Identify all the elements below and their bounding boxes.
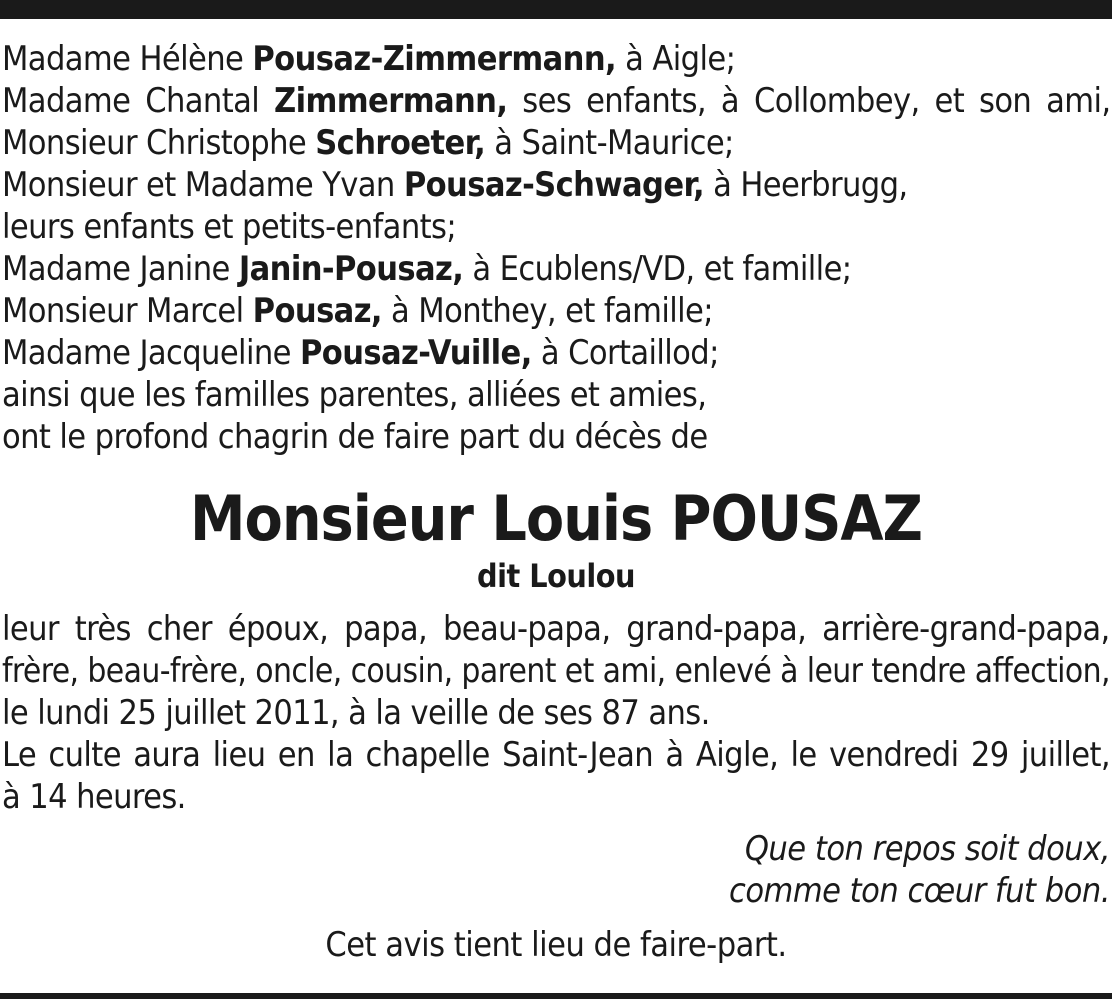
mourner-line: [2, 206, 1110, 248]
mourner-line: [2, 38, 1110, 80]
mourner-line: [2, 80, 1110, 122]
mourner-line: [2, 416, 1110, 458]
mourner-line: [2, 374, 1110, 416]
mourner-suffix: à Ecublens/VD, et famille;: [463, 249, 852, 289]
body-line: le lundi 25 juillet 2011, à la veille de ses 87 ans.: [2, 693, 710, 733]
mourner-prefix: Madame Chantal: [2, 81, 275, 121]
announcement-body: [2, 608, 1110, 818]
mourner-prefix: Madame Hélène: [2, 39, 253, 79]
mourner-text: ont le profond chagrin de faire part du décès de: [2, 417, 708, 457]
mourner-surname: Pousaz-Vuille,: [300, 333, 532, 373]
closing-note: Cet avis tient lieu de faire-part.: [325, 925, 787, 965]
mourner-surname: Pousaz-Schwager,: [403, 165, 704, 205]
mourner-prefix: Madame Janine: [2, 249, 239, 289]
mourner-prefix: Monsieur Christophe: [2, 123, 316, 163]
body-line: Le culte aura lieu en la chapelle Saint-Jean à Aigle, le vendredi 29 juillet,: [2, 735, 1111, 775]
mourner-prefix: Monsieur Marcel: [2, 291, 253, 331]
bottom-rule: [0, 993, 1112, 999]
body-line: à 14 heures.: [2, 777, 186, 817]
mourner-suffix: à Heerbrugg,: [703, 165, 908, 205]
mourner-surname: Pousaz,: [252, 291, 382, 331]
epitaph-quote: [2, 828, 1110, 912]
mourner-suffix: ses enfants, à Collombey, et son ami,: [507, 81, 1111, 121]
mourner-surname: Zimmermann,: [274, 81, 508, 121]
mourner-prefix: Monsieur et Madame Yvan: [2, 165, 404, 205]
mourner-line: [2, 122, 1110, 164]
mourner-suffix: à Saint-Maurice;: [485, 123, 734, 163]
body-line: frère, beau-frère, oncle, cousin, parent et ami, enlevé à leur tendre affection,: [2, 651, 1110, 691]
mourner-surname: Schroeter,: [315, 123, 486, 163]
top-rule: [0, 0, 1112, 19]
epitaph-line: Que ton repos soit doux,: [744, 829, 1110, 869]
mourner-line: [2, 332, 1110, 374]
mourner-suffix: à Monthey, et famille;: [381, 291, 713, 331]
mourner-text: ainsi que les familles parentes, alliées et amies,: [2, 375, 707, 415]
mourner-prefix: Madame Jacqueline: [2, 333, 300, 373]
mourner-line: [2, 248, 1110, 290]
deceased-name: Monsieur Louis POUSAZ: [189, 482, 923, 555]
mourner-surname: Pousaz-Zimmermann,: [252, 39, 617, 79]
deceased-nickname: dit Loulou: [476, 557, 635, 595]
mourner-suffix: à Aigle;: [616, 39, 736, 79]
mourner-suffix: à Cortaillod;: [531, 333, 719, 373]
mourner-line: [2, 290, 1110, 332]
mourner-text: leurs enfants et petits-enfants;: [2, 207, 457, 247]
mourners-list: [2, 38, 1110, 458]
obituary-notice: [2, 38, 1110, 966]
mourner-surname: Janin-Pousaz,: [238, 249, 464, 289]
body-line: leur très cher époux, papa, beau-papa, grand-papa, arrière-grand-papa,: [2, 609, 1110, 649]
mourner-line: [2, 164, 1110, 206]
epitaph-line: comme ton cœur fut bon.: [729, 871, 1110, 911]
